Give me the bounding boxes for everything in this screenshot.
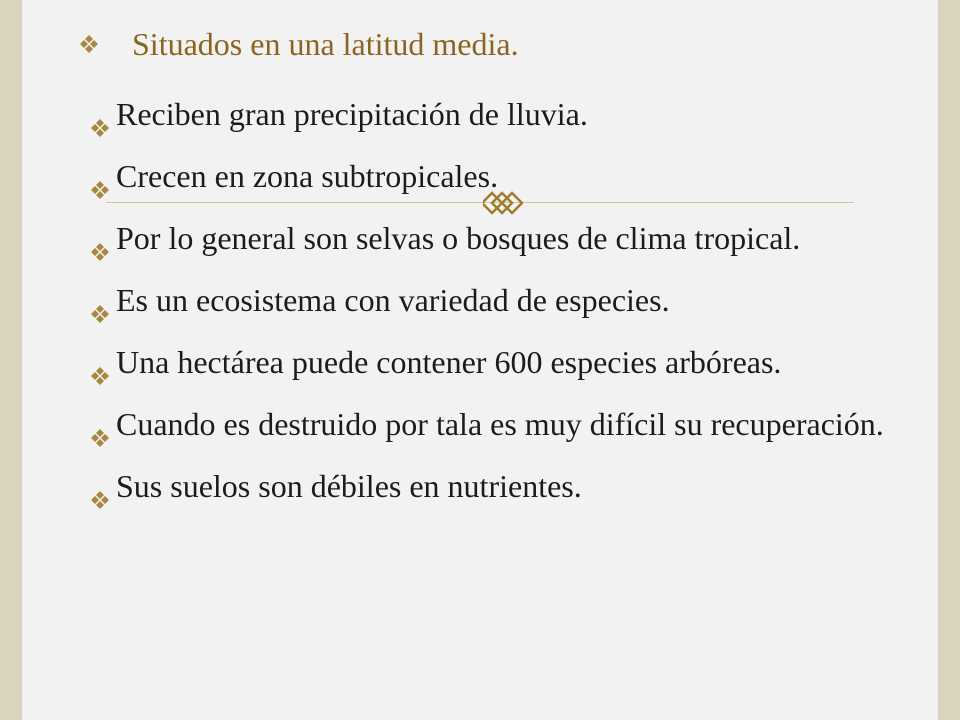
- four-diamond-bullet-icon: [91, 229, 109, 247]
- four-diamond-bullet-icon: [91, 415, 109, 433]
- slide-panel: [22, 0, 938, 720]
- slide-title: Situados en una latitud media.: [132, 26, 519, 62]
- list-item-text: Por lo general son selvas o bosques de clima tropical.: [116, 220, 801, 256]
- list-item-text: Cuando es destruido por tala es muy difícil su recuperación.: [116, 406, 884, 442]
- list-item: [90, 465, 900, 508]
- list-item-text: Reciben gran precipitación de lluvia.: [116, 96, 588, 132]
- list-item: [90, 341, 900, 384]
- four-diamond-bullet-icon: [91, 477, 109, 495]
- four-diamond-bullet-icon: [80, 35, 98, 53]
- four-diamond-bullet-icon: [91, 105, 109, 123]
- bullet-list: [90, 93, 900, 527]
- list-item: [90, 403, 900, 446]
- list-item: [90, 93, 900, 136]
- list-item: [90, 217, 900, 260]
- list-item: [90, 279, 900, 322]
- list-item-text: Es un ecosistema con variedad de especies.: [116, 282, 670, 318]
- list-item-text: Sus suelos son débiles en nutrientes.: [116, 468, 582, 504]
- four-diamond-bullet-icon: [91, 353, 109, 371]
- list-item-text: Crecen en zona subtropicales.: [116, 158, 499, 194]
- four-diamond-bullet-icon: [91, 167, 109, 185]
- list-item: [90, 155, 900, 198]
- four-diamond-bullet-icon: [91, 291, 109, 309]
- list-item-text: Una hectárea puede contener 600 especies arbóreas.: [116, 344, 782, 380]
- slide-title-row: [80, 22, 519, 66]
